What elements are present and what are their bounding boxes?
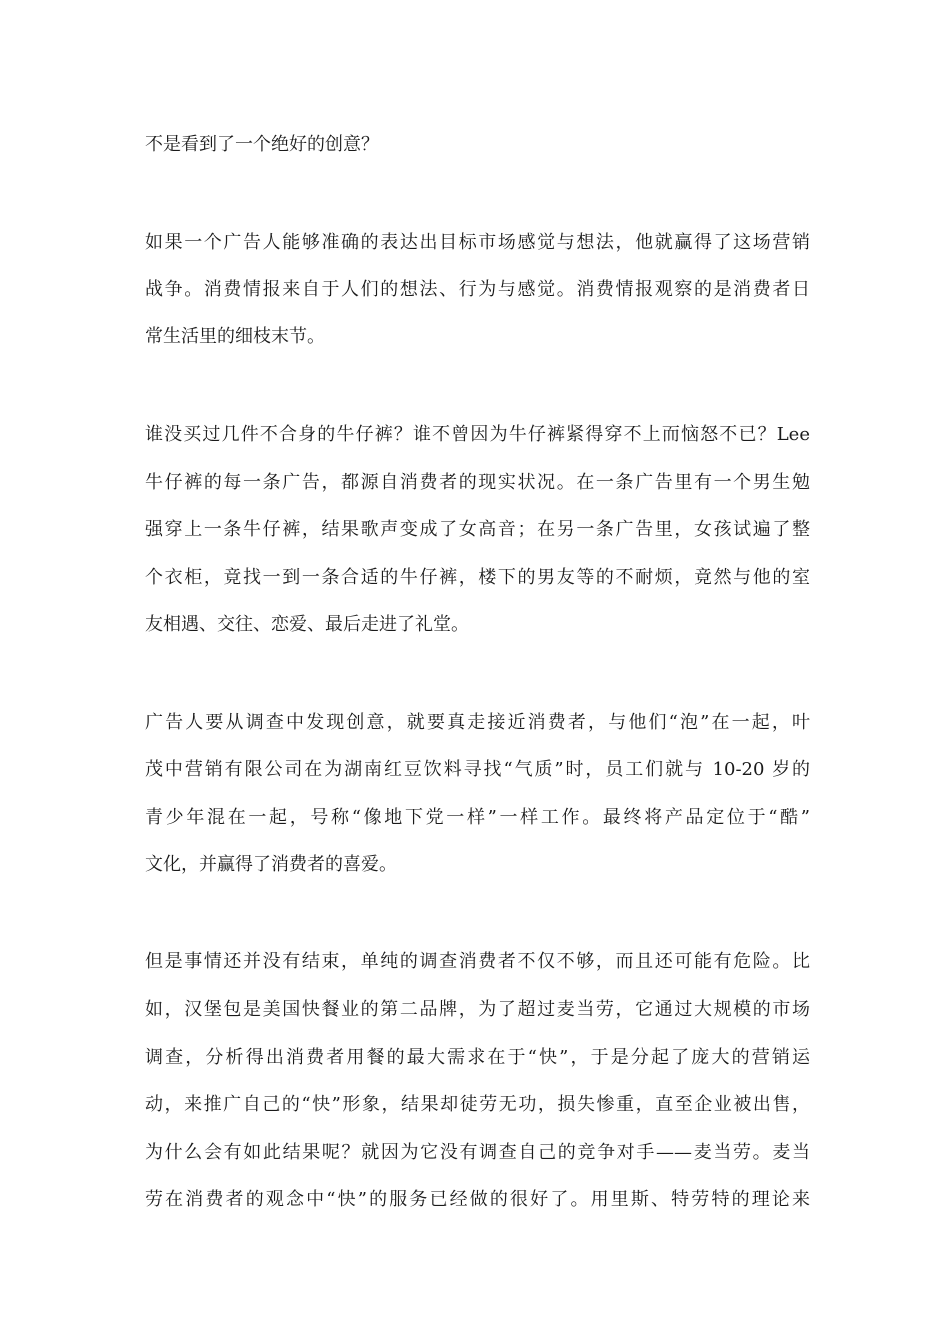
paragraph-3-line-3: 强穿上一条牛仔裤，结果歌声变成了女高音；在另一条广告里，女孩试遍了整 xyxy=(145,519,810,540)
paragraph-3-line-1: 谁没买过几件不合身的牛仔裤？谁不曾因为牛仔裤紧得穿不上而恼怒不已？Lee xyxy=(145,424,810,445)
paragraph-5-line-1: 但是事情还并没有结束，单纯的调查消费者不仅不够，而且还可能有危险。比 xyxy=(145,951,810,972)
paragraph-5-line-4: 动，来推广自己的“快”形象，结果却徒劳无功，损失惨重，直至企业被出售， xyxy=(145,1094,810,1115)
paragraph-4-line-2: 茂中营销有限公司在为湖南红豆饮料寻找“气质”时，员工们就与 10-20 岁的 xyxy=(145,759,810,780)
paragraph-4-line-4: 文化，并赢得了消费者的喜爱。 xyxy=(145,854,397,875)
paragraph-4-line-3: 青少年混在一起，号称“像地下党一样”一样工作。最终将产品定位于“酷” xyxy=(145,807,810,828)
paragraph-3-line-2: 牛仔裤的每一条广告，都源自消费者的现实状况。在一条广告里有一个男生勉 xyxy=(145,472,810,493)
paragraph-4-line-1: 广告人要从调查中发现创意，就要真走接近消费者，与他们“泡”在一起，叶 xyxy=(145,712,810,733)
paragraph-5-line-5: 为什么会有如此结果呢？就因为它没有调查自己的竞争对手——麦当劳。麦当 xyxy=(145,1142,810,1163)
paragraph-1-line-1: 不是看到了一个绝好的创意？ xyxy=(145,134,379,155)
paragraph-3-line-4: 个衣柜，竟找一到一条合适的牛仔裤，楼下的男友等的不耐烦，竟然与他的室 xyxy=(145,567,810,588)
paragraph-5-line-2: 如，汉堡包是美国快餐业的第二品牌，为了超过麦当劳，它通过大规模的市场 xyxy=(145,999,810,1020)
paragraph-3-line-5: 友相遇、交往、恋爱、最后走进了礼堂。 xyxy=(145,614,469,635)
paragraph-2-line-2: 战争。消费情报来自于人们的想法、行为与感觉。消费情报观察的是消费者日 xyxy=(145,279,810,300)
paragraph-2-line-3: 常生活里的细枝末节。 xyxy=(145,326,325,347)
paragraph-5-line-3: 调查，分析得出消费者用餐的最大需求在于“快”，于是分起了庞大的营销运 xyxy=(145,1047,810,1068)
paragraph-2-line-1: 如果一个广告人能够准确的表达出目标市场感觉与想法，他就赢得了这场营销 xyxy=(145,232,810,253)
paragraph-5-line-6: 劳在消费者的观念中“快”的服务已经做的很好了。用里斯、特劳特的理论来 xyxy=(145,1189,810,1210)
